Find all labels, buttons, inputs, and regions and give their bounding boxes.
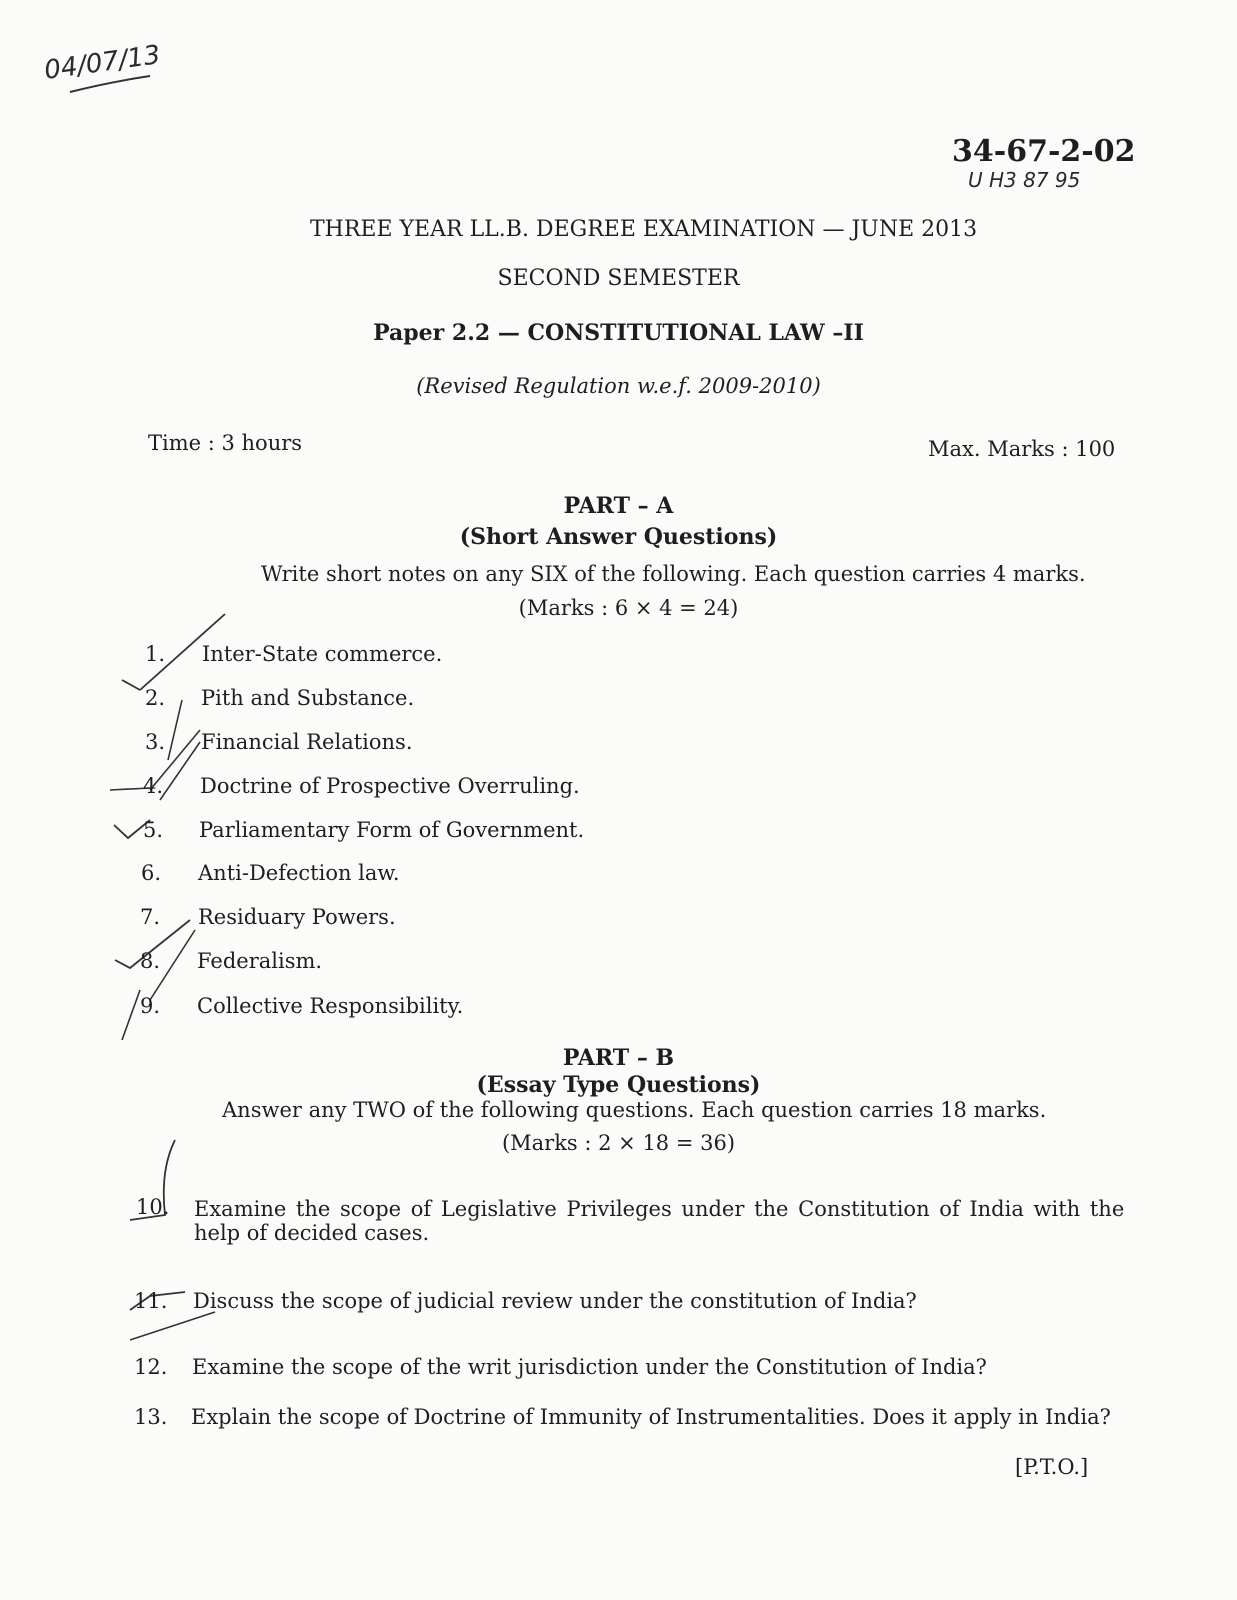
question-number: 7. xyxy=(140,905,161,929)
question-number: 6. xyxy=(141,861,162,885)
part-b-title: PART – B xyxy=(562,1045,675,1071)
part-b-marks: (Marks : 2 × 18 = 36) xyxy=(501,1131,736,1155)
part-a-title: PART – A xyxy=(563,493,674,519)
question-text: Examine the scope of Legislative Privileges under the Constitution of India with the xyxy=(194,1197,1125,1221)
question-text: Anti-Defection law. xyxy=(198,861,400,885)
part-b-instruction: Answer any TWO of the following questions. Each question carries 18 marks. xyxy=(222,1098,1047,1122)
please-turn-over: [P.T.O.] xyxy=(1015,1455,1089,1479)
question-text: Examine the scope of the writ jurisdiction under the Constitution of India? xyxy=(192,1355,987,1379)
exam-title: THREE YEAR LL.B. DEGREE EXAMINATION — JUNE 2013 xyxy=(310,217,978,242)
question-number: 2. xyxy=(145,686,166,710)
handwritten-reg-no: U H3 87 95 xyxy=(968,168,1081,192)
question-number: 3. xyxy=(145,730,166,754)
question-text: Pith and Substance. xyxy=(201,686,415,710)
time-allowed: Time : 3 hours xyxy=(148,431,303,455)
regulation: (Revised Regulation w.e.f. 2009-2010) xyxy=(416,374,821,398)
max-marks: Max. Marks : 100 xyxy=(928,437,1116,461)
question-text: Discuss the scope of judicial review under the constitution of India? xyxy=(193,1289,917,1313)
question-text: Financial Relations. xyxy=(201,730,413,754)
part-a-subtitle: (Short Answer Questions) xyxy=(459,524,778,550)
question-number: 10. xyxy=(136,1195,170,1219)
question-number: 12. xyxy=(134,1355,168,1379)
part-b-subtitle: (Essay Type Questions) xyxy=(476,1072,761,1098)
question-number: 8. xyxy=(140,949,161,973)
question-text: Federalism. xyxy=(197,949,323,973)
question-text: Parliamentary Form of Government. xyxy=(199,818,585,842)
question-text: Explain the scope of Doctrine of Immunity of Instrumentalities. Does it apply in India? xyxy=(191,1405,1111,1429)
question-text-continued: help of decided cases. xyxy=(194,1221,430,1245)
semester: SECOND SEMESTER xyxy=(497,266,740,291)
question-text: Collective Responsibility. xyxy=(197,994,464,1018)
question-text: Doctrine of Prospective Overruling. xyxy=(200,774,580,798)
question-number: 13. xyxy=(134,1405,168,1429)
question-number: 5. xyxy=(143,818,164,842)
paper-title: Paper 2.2 — CONSTITUTIONAL LAW –II xyxy=(373,320,864,346)
paper-code: 34-67-2-02 xyxy=(952,134,1136,169)
part-a-marks: (Marks : 6 × 4 = 24) xyxy=(518,596,739,620)
handwritten-date: 04/07/13 xyxy=(42,40,163,86)
question-number: 4. xyxy=(143,774,164,798)
question-text: Residuary Powers. xyxy=(198,905,396,929)
question-number: 11. xyxy=(134,1289,168,1313)
question-number: 9. xyxy=(140,994,161,1018)
part-a-instruction: Write short notes on any SIX of the following. Each question carries 4 marks. xyxy=(261,562,1086,586)
question-text: Inter-State commerce. xyxy=(202,642,443,666)
question-number: 1. xyxy=(145,642,166,666)
